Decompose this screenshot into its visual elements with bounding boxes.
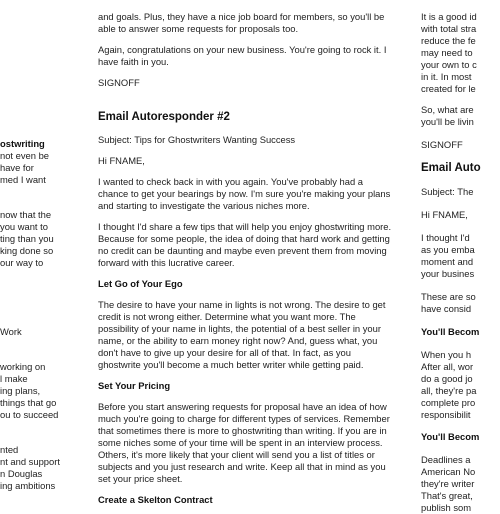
- right-paragraph-b: [421, 104, 474, 128]
- left-line-2: have for: [0, 162, 34, 173]
- right-paragraph-b-line-0: So, what are: [421, 104, 474, 115]
- right-paragraph-d-line-1: have consid: [421, 303, 472, 314]
- left-line-5: you want to: [0, 221, 48, 232]
- right-paragraph-b-line-1: you'll be livin: [421, 116, 474, 127]
- left-line-7: king done so: [0, 245, 54, 256]
- left-line-11: l make: [0, 373, 28, 384]
- right-paragraph-a-line-3: may need to: [421, 47, 473, 58]
- left-line-4: now that the: [0, 209, 52, 220]
- left-line-3: med I want: [0, 174, 46, 185]
- right-column-fragment: [421, 0, 500, 513]
- left-line-10: working on: [0, 361, 46, 372]
- right-paragraph-e-line-1: After all, wor: [421, 361, 474, 372]
- email-greeting: Hi FNAME,: [98, 155, 145, 166]
- intro-paragraph: and goals. Plus, they have a nice job board for members, so you'll be able to answer some requests for proposals too.: [98, 11, 385, 34]
- right-paragraph-a-line-1: with total stra: [421, 23, 477, 34]
- subheading-ego: Let Go of Your Ego: [98, 278, 183, 289]
- right-paragraph-f-line-3: That's great,: [421, 490, 473, 501]
- right-paragraph-e-line-4: complete pro: [421, 397, 476, 408]
- right-paragraph-e: [421, 349, 476, 421]
- left-line-13: things that go: [0, 397, 57, 408]
- left-line-0: ostwriting: [0, 138, 45, 149]
- right-paragraph-a-line-4: your own to c: [421, 59, 477, 70]
- signoff-text: SIGNOFF: [98, 77, 140, 88]
- paragraph-ego: The desire to have your name in lights is not wrong. The desire to get credit is not wrong either. Determine what you want more. The possibility of your name in lights, the potential of a best seller in your name, or the ability to earn money right now? And, guess what, you don't have to give up your desire for all of that. In fact, as you ghostwrite you'll become a much better writer while getting paid.: [98, 299, 386, 370]
- left-column-fragment: [0, 0, 80, 500]
- autoresponder-heading: Email Autoresponder #2: [98, 111, 230, 123]
- right-paragraph-f-line-1: American No: [421, 466, 476, 477]
- left-line-15: nted: [0, 444, 19, 455]
- left-line-6: ting than you: [0, 233, 54, 244]
- right-heading: Email Auto: [421, 162, 481, 174]
- left-line-9: Work: [0, 326, 22, 337]
- center-column: [98, 0, 394, 505]
- subheading-pricing: Set Your Pricing: [98, 380, 171, 391]
- right-paragraph-c-line-0: I thought I'd: [421, 232, 470, 243]
- right-paragraph-d-line-0: These are so: [421, 291, 476, 302]
- right-paragraph-e-line-0: When you h: [421, 349, 472, 360]
- right-paragraph-a-line-2: reduce the fe: [421, 35, 476, 46]
- right-paragraph-f: [421, 454, 475, 514]
- left-line-17: n Douglas: [0, 468, 43, 479]
- left-line-16: nt and support: [0, 456, 60, 467]
- subheading-contract: Create a Skelton Contract: [98, 494, 213, 505]
- left-line-1: not even be: [0, 150, 49, 161]
- congrats-paragraph: Again, congratulations on your new business. You're going to rock it. I have faith in you.: [98, 44, 387, 67]
- right-paragraph-a: [421, 11, 477, 95]
- left-line-14: ou to succeed: [0, 409, 59, 420]
- left-line-18: ing ambitions: [0, 480, 56, 491]
- right-paragraph-f-line-2: they're writer: [421, 478, 475, 489]
- left-line-12: ing plans,: [0, 385, 41, 396]
- paragraph-pricing: Before you start answering requests for proposal have an idea of how much you're going to charge for different types of services. Remember that sometimes there is more to ghostwriting than writing. If you are in some niches some of your time will be spent in an interview process. Others, it's more likely that your client will send you a list of titles or subjects and you just research and write. Keep all that in mind as you set your price sheet.: [98, 401, 390, 484]
- right-signoff: SIGNOFF: [421, 139, 463, 150]
- left-line-8: our way to: [0, 257, 44, 268]
- right-paragraph-c: [421, 232, 475, 280]
- paragraph-tips-intro: I thought I'd share a few tips that will help you enjoy ghostwriting more. Because for some people, the idea of doing that hard work and getting no credit can be daunting and maybe even prevent them from moving forward with this lucrative career.: [98, 221, 392, 268]
- right-subheading-1: You'll Becom: [421, 326, 480, 337]
- right-paragraph-a-line-5: in it. In most: [421, 71, 472, 82]
- right-paragraph-e-line-3: all, they're pa: [421, 385, 477, 396]
- right-greeting: Hi FNAME,: [421, 209, 468, 220]
- right-paragraph-d: [421, 291, 476, 315]
- paragraph-check-in: I wanted to check back in with you again. You've probably had a chance to get your bearings by now. I'm sure you're making your plans and starting to investigate the various niches more.: [98, 176, 391, 211]
- right-paragraph-e-line-2: do a good jo: [421, 373, 473, 384]
- right-paragraph-f-line-4: publish som: [421, 502, 472, 513]
- right-paragraph-e-line-5: responsibilit: [421, 409, 471, 420]
- right-paragraph-c-line-3: your busines: [421, 268, 475, 279]
- right-paragraph-f-line-0: Deadlines a: [421, 454, 471, 465]
- right-subject: Subject: The: [421, 186, 474, 197]
- right-paragraph-c-line-1: as you emba: [421, 244, 475, 255]
- email-subject: Subject: Tips for Ghostwriters Wanting Success: [98, 134, 296, 145]
- right-paragraph-c-line-2: moment and: [421, 256, 474, 267]
- right-paragraph-a-line-6: created for le: [421, 83, 476, 94]
- right-paragraph-a-line-0: It is a good id: [421, 11, 477, 22]
- right-subheading-2: You'll Becom: [421, 431, 480, 442]
